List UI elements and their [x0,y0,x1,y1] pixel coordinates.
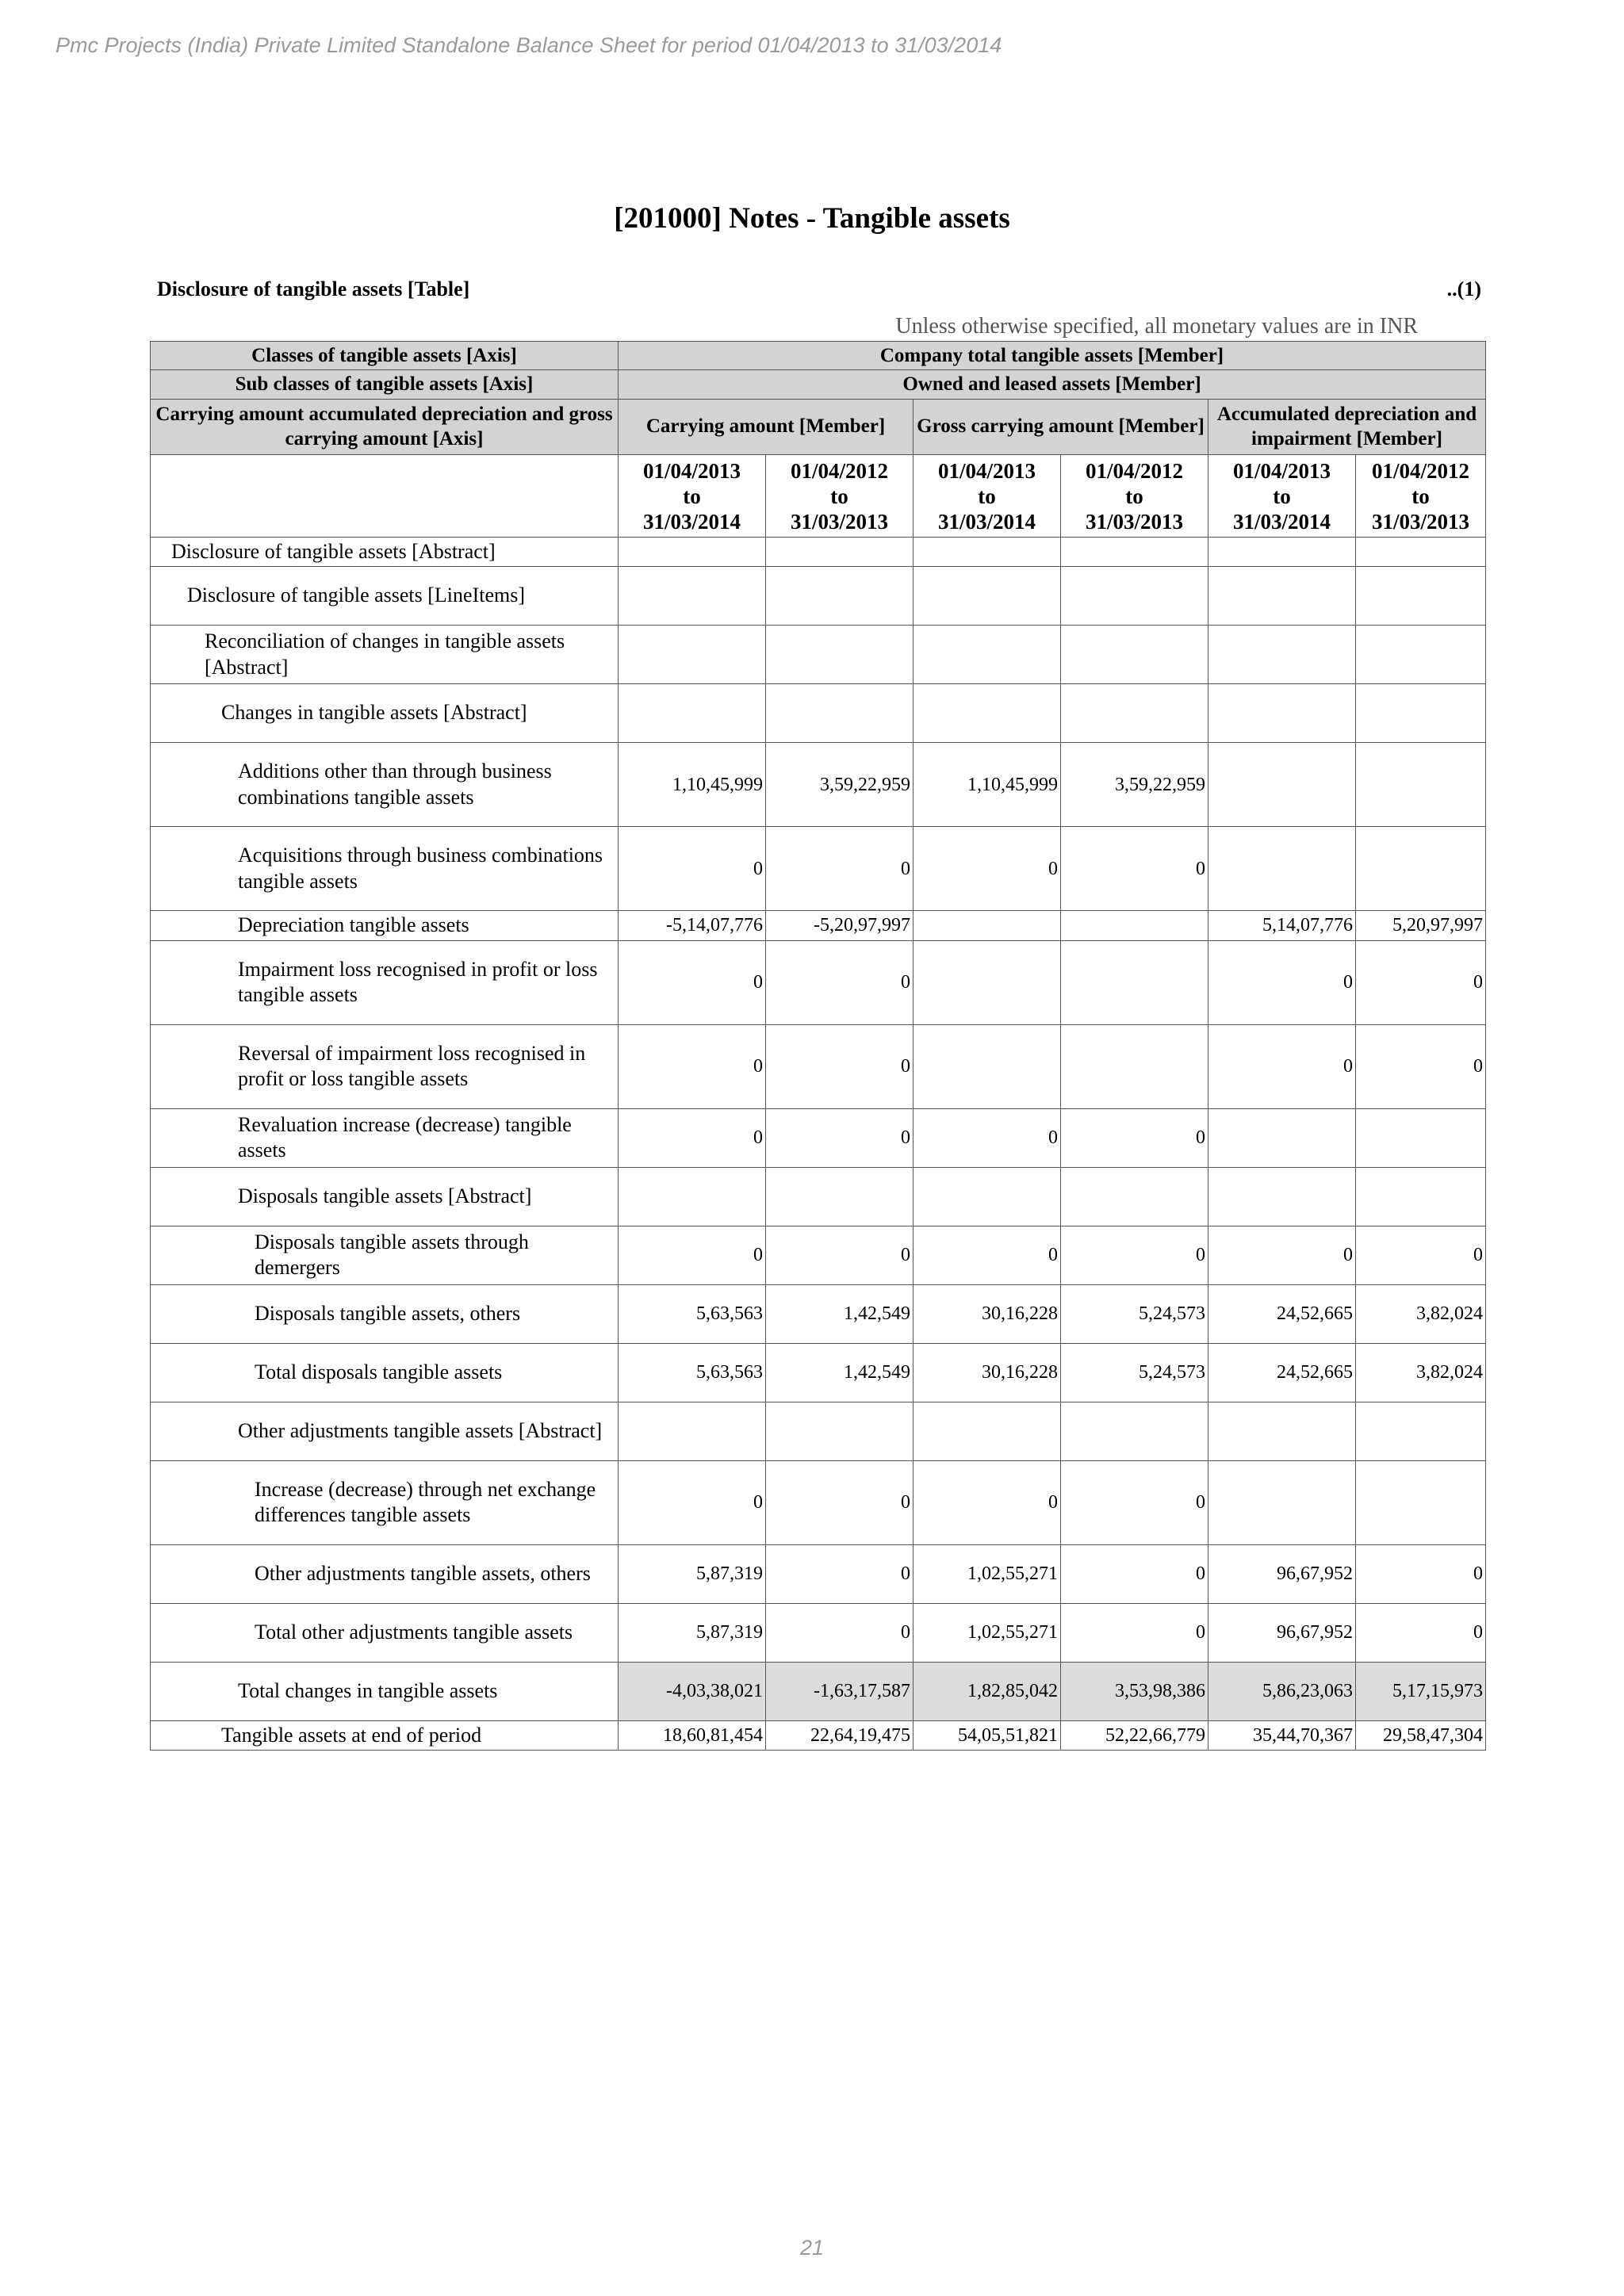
value-cell [766,567,914,626]
period-from: 01/04/2012 [1085,458,1183,483]
value-cell [1356,537,1486,567]
value-cell [1208,567,1356,626]
period-from: 01/04/2013 [1232,458,1331,483]
value-cell [1208,827,1356,911]
value-cell: 1,42,549 [766,1284,914,1343]
period-to-word: to [683,484,701,508]
row-label: Disposals tangible assets through demergers [151,1226,619,1284]
value-cell: 24,52,665 [1208,1284,1356,1343]
value-cell: 0 [914,1108,1061,1167]
period-to: 31/03/2014 [642,510,741,534]
value-cell [619,1167,766,1226]
value-cell: 5,14,07,776 [1208,911,1356,941]
period-header [1208,454,1356,537]
value-cell: 0 [1356,1024,1486,1108]
period-from: 01/04/2013 [937,458,1036,483]
value-cell [1208,1460,1356,1544]
tangible-assets-table [150,341,1486,1751]
value-cell: 0 [766,1024,914,1108]
value-cell: 0 [766,1544,914,1603]
table-row [151,911,1486,941]
value-cell [1061,626,1208,684]
value-cell [1061,537,1208,567]
period-to-word: to [978,484,996,508]
value-cell [1356,684,1486,743]
value-cell [1208,1108,1356,1167]
period-to-word: to [830,484,848,508]
value-cell [1208,684,1356,743]
value-cell [914,684,1061,743]
table-row [151,743,1486,827]
page-title: [201000] Notes - Tangible assets [614,202,1010,235]
value-cell: 0 [619,1108,766,1167]
value-cell: 0 [914,1460,1061,1544]
subclasses-axis-member: Owned and leased assets [Member] [619,370,1486,399]
unit-note: Unless otherwise specified, all monetary values are in INR [895,314,1418,339]
value-cell [1356,1108,1486,1167]
value-cell [914,911,1061,941]
value-cell: -5,14,07,776 [619,911,766,941]
value-cell: -5,20,97,997 [766,911,914,941]
value-cell: 35,44,70,367 [1208,1720,1356,1751]
row-label: Total other adjustments tangible assets [151,1603,619,1662]
value-cell: 0 [1208,940,1356,1024]
value-cell: 0 [1061,1108,1208,1167]
value-cell: 0 [1061,1603,1208,1662]
table-row [151,1343,1486,1402]
value-cell: 0 [619,827,766,911]
value-cell: 0 [619,940,766,1024]
value-cell: 5,20,97,997 [1356,911,1486,941]
table-row [151,1226,1486,1284]
value-cell: 5,87,319 [619,1544,766,1603]
value-cell [1061,940,1208,1024]
period-header-blank [151,454,619,537]
value-cell: 5,87,319 [619,1603,766,1662]
value-cell: -1,63,17,587 [766,1662,914,1720]
value-cell [914,1402,1061,1460]
value-cell: 0 [1208,1024,1356,1108]
value-cell [914,1024,1061,1108]
table-row [151,1544,1486,1603]
value-cell [1208,1167,1356,1226]
value-cell: 18,60,81,454 [619,1720,766,1751]
value-cell: 0 [766,940,914,1024]
value-cell: 0 [1061,1460,1208,1544]
value-cell: 54,05,51,821 [914,1720,1061,1751]
value-cell: 0 [766,1460,914,1544]
value-cell: 3,53,98,386 [1061,1662,1208,1720]
value-cell: 1,10,45,999 [914,743,1061,827]
carrying-axis-label: Carrying amount accumulated depreciation and gross carrying amount [Axis] [151,399,619,454]
row-label: Total disposals tangible assets [151,1343,619,1402]
value-cell [1356,1460,1486,1544]
value-cell [1061,911,1208,941]
value-cell: 3,82,024 [1356,1343,1486,1402]
gross-carrying-member: Gross carrying amount [Member] [914,399,1208,454]
value-cell: 5,86,23,063 [1208,1662,1356,1720]
period-header [766,454,914,537]
table-row [151,1603,1486,1662]
value-cell: 3,59,22,959 [766,743,914,827]
period-header [1356,454,1486,537]
subclasses-axis-label: Sub classes of tangible assets [Axis] [151,370,619,399]
value-cell: 1,82,85,042 [914,1662,1061,1720]
value-cell [619,567,766,626]
value-cell [1061,567,1208,626]
table-row [151,1284,1486,1343]
value-cell: 0 [1356,1544,1486,1603]
value-cell: 5,17,15,973 [1356,1662,1486,1720]
period-to: 31/03/2013 [790,510,888,534]
value-cell [1356,743,1486,827]
value-cell: 1,42,549 [766,1343,914,1402]
value-cell: 52,22,66,779 [1061,1720,1208,1751]
period-header [619,454,766,537]
table-caption: Disclosure of tangible assets [Table] [157,277,470,300]
page-header: Pmc Projects (India) Private Limited Standalone Balance Sheet for period 01/04/2013 to 31/03/2014 [56,33,1002,57]
value-cell: 0 [914,827,1061,911]
value-cell [1061,1024,1208,1108]
value-cell: 3,59,22,959 [1061,743,1208,827]
value-cell: 0 [619,1460,766,1544]
value-cell: 29,58,47,304 [1356,1720,1486,1751]
row-label: Other adjustments tangible assets [Abstract] [151,1402,619,1460]
value-cell [1356,1402,1486,1460]
value-cell: -4,03,38,021 [619,1662,766,1720]
table-row [151,1167,1486,1226]
value-cell [914,567,1061,626]
value-cell: 0 [1061,1226,1208,1284]
table-row [151,537,1486,567]
value-cell [1208,1402,1356,1460]
period-to: 31/03/2013 [1371,510,1469,534]
table-row [151,827,1486,911]
value-cell: 0 [619,1226,766,1284]
row-label: Increase (decrease) through net exchange differences tangible assets [151,1460,619,1544]
value-cell [619,684,766,743]
row-label: Impairment loss recognised in profit or loss tangible assets [151,940,619,1024]
row-label: Reconciliation of changes in tangible assets [Abstract] [151,626,619,684]
row-label: Reversal of impairment loss recognised in profit or loss tangible assets [151,1024,619,1108]
period-to-word: to [1411,484,1430,508]
value-cell: 1,10,45,999 [619,743,766,827]
value-cell [1061,1402,1208,1460]
row-label: Additions other than through business combinations tangible assets [151,743,619,827]
page-number: 21 [799,2236,825,2260]
period-header [1061,454,1208,537]
table-row [151,1720,1486,1751]
value-cell [1208,537,1356,567]
value-cell [1356,567,1486,626]
value-cell: 0 [1061,827,1208,911]
value-cell [766,1167,914,1226]
value-cell [766,537,914,567]
value-cell: 0 [1356,940,1486,1024]
value-cell [1208,743,1356,827]
value-cell: 0 [766,1226,914,1284]
accumulated-depreciation-member: Accumulated depreciation and impairment [Member] [1208,399,1486,454]
value-cell [619,537,766,567]
value-cell [914,1167,1061,1226]
value-cell: 0 [1356,1603,1486,1662]
value-cell: 0 [766,827,914,911]
row-label: Disposals tangible assets [Abstract] [151,1167,619,1226]
table-row [151,1662,1486,1720]
value-cell [1356,1167,1486,1226]
table-row [151,1108,1486,1167]
row-label: Total changes in tangible assets [151,1662,619,1720]
value-cell: 5,24,573 [1061,1284,1208,1343]
row-label: Disclosure of tangible assets [Abstract] [151,537,619,567]
value-cell [1061,684,1208,743]
value-cell [1208,626,1356,684]
period-to: 31/03/2014 [937,510,1036,534]
value-cell: 24,52,665 [1208,1343,1356,1402]
period-from: 01/04/2013 [642,458,741,483]
table-row [151,684,1486,743]
value-cell: 0 [1061,1544,1208,1603]
period-header [914,454,1061,537]
value-cell [766,1402,914,1460]
row-label: Disclosure of tangible assets [LineItems] [151,567,619,626]
value-cell [914,537,1061,567]
value-cell: 5,63,563 [619,1343,766,1402]
value-cell [766,684,914,743]
value-cell: 1,02,55,271 [914,1544,1061,1603]
value-cell [914,940,1061,1024]
value-cell: 0 [1356,1226,1486,1284]
value-cell: 0 [914,1226,1061,1284]
value-cell: 5,63,563 [619,1284,766,1343]
value-cell: 0 [1208,1226,1356,1284]
period-to-word: to [1125,484,1143,508]
value-cell [1061,1167,1208,1226]
table-reference: ..(1) [1446,277,1481,300]
row-label: Revaluation increase (decrease) tangible assets [151,1108,619,1167]
row-label: Other adjustments tangible assets, others [151,1544,619,1603]
row-label: Acquisitions through business combinations tangible assets [151,827,619,911]
table-row [151,1460,1486,1544]
table-row [151,567,1486,626]
value-cell: 3,82,024 [1356,1284,1486,1343]
table-row [151,1402,1486,1460]
value-cell: 5,24,573 [1061,1343,1208,1402]
classes-axis-member: Company total tangible assets [Member] [619,342,1486,370]
value-cell [1356,827,1486,911]
table-row [151,940,1486,1024]
row-label: Tangible assets at end of period [151,1720,619,1751]
table-row [151,626,1486,684]
value-cell: 0 [619,1024,766,1108]
value-cell: 96,67,952 [1208,1544,1356,1603]
value-cell: 0 [766,1603,914,1662]
value-cell [619,1402,766,1460]
classes-axis-label: Classes of tangible assets [Axis] [151,342,619,370]
row-label: Depreciation tangible assets [151,911,619,941]
row-label: Disposals tangible assets, others [151,1284,619,1343]
value-cell: 22,64,19,475 [766,1720,914,1751]
value-cell: 30,16,228 [914,1284,1061,1343]
value-cell [766,626,914,684]
period-from: 01/04/2012 [1371,458,1469,483]
value-cell [914,626,1061,684]
value-cell: 30,16,228 [914,1343,1061,1402]
value-cell [1356,626,1486,684]
value-cell [619,626,766,684]
period-to: 31/03/2014 [1232,510,1331,534]
carrying-amount-member: Carrying amount [Member] [619,399,914,454]
row-label: Changes in tangible assets [Abstract] [151,684,619,743]
value-cell: 96,67,952 [1208,1603,1356,1662]
period-to-word: to [1273,484,1291,508]
period-from: 01/04/2012 [790,458,888,483]
value-cell: 1,02,55,271 [914,1603,1061,1662]
table-row [151,1024,1486,1108]
period-to: 31/03/2013 [1085,510,1183,534]
value-cell: 0 [766,1108,914,1167]
